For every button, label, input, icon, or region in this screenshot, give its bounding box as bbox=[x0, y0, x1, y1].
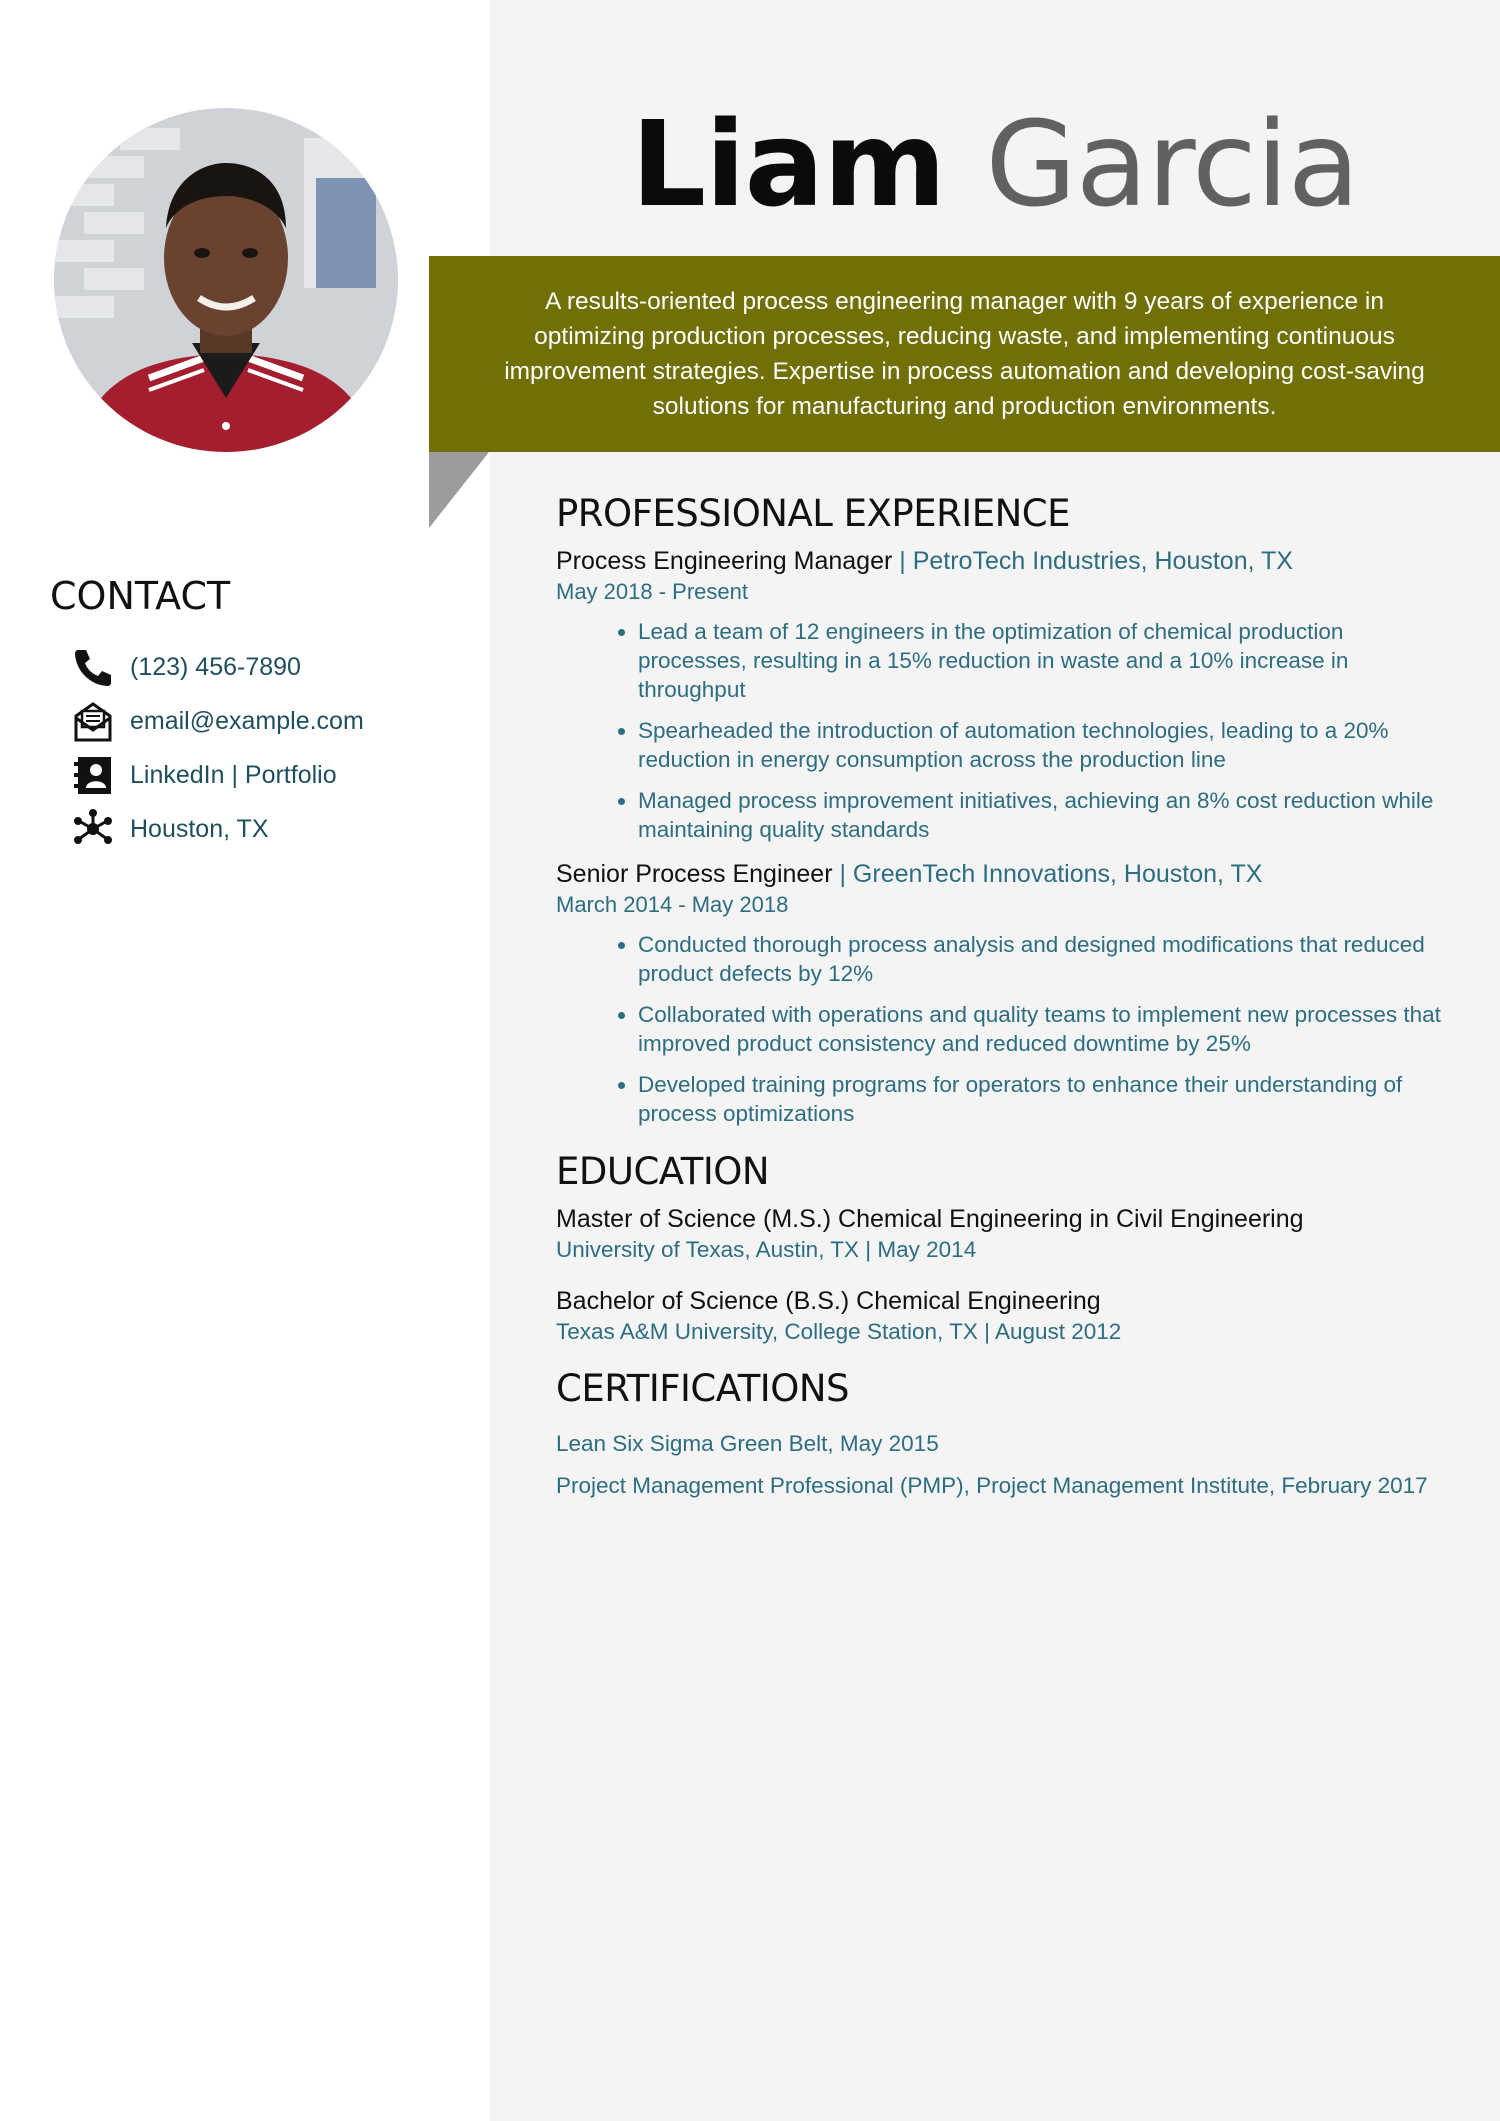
job-bullet: • Spearheaded the introduction of automation technologies, leading to a 20% reduction in energy consumption across the production line bbox=[638, 716, 1456, 774]
summary-banner bbox=[429, 256, 1500, 452]
job-title: Senior Process Engineer bbox=[556, 860, 833, 888]
contact-email bbox=[70, 694, 470, 748]
job-header bbox=[556, 545, 1456, 577]
experience-heading: PROFESSIONAL EXPERIENCE bbox=[556, 492, 1070, 535]
contact-list bbox=[70, 640, 470, 856]
edu-degree: Master of Science (M.S.) Chemical Engineering in Civil Engineering bbox=[556, 1205, 1304, 1233]
education-entry bbox=[556, 1285, 1456, 1347]
banner-fold bbox=[429, 452, 489, 528]
phone-icon bbox=[70, 644, 116, 690]
job-bullet: • Conducted thorough process analysis and designed modifications that reduced product defects by 12% bbox=[638, 930, 1456, 988]
job-header bbox=[556, 858, 1456, 890]
contact-links bbox=[70, 748, 470, 802]
job-bullets bbox=[556, 617, 1456, 844]
job-dates: May 2018 - Present bbox=[556, 579, 748, 604]
first-name: Liam bbox=[631, 95, 946, 233]
last-name: Garcia bbox=[985, 95, 1359, 233]
job-bullet: • Developed training programs for operators to enhance their understanding of process optimizations bbox=[638, 1070, 1456, 1128]
job-bullets bbox=[556, 930, 1456, 1128]
main-column bbox=[556, 492, 1456, 1514]
contact-location bbox=[70, 802, 470, 856]
job-bullet: • Managed process improvement initiatives, achieving an 8% cost reduction while maintaining quality standards bbox=[638, 786, 1456, 844]
job-entry bbox=[556, 545, 1456, 844]
certification-item: Lean Six Sigma Green Belt, May 2015 bbox=[556, 1431, 939, 1456]
contact-phone bbox=[70, 640, 470, 694]
contact-heading: CONTACT bbox=[50, 574, 231, 618]
network-icon bbox=[70, 806, 116, 852]
profile-photo bbox=[54, 108, 398, 452]
job-title: Process Engineering Manager bbox=[556, 547, 893, 575]
contact-email-text[interactable]: email@example.com bbox=[130, 706, 364, 735]
job-dates: March 2014 - May 2018 bbox=[556, 892, 789, 917]
summary-text: A results-oriented process engineering manager with 9 years of experience in optimizing production processes, reducing waste, and implementing continuous improvement strategies. Expertise in process automation and developing cost-saving solutions for manufacturing and production environments. bbox=[504, 288, 1425, 420]
job-company: | PetroTech Industries, Houston, TX bbox=[892, 547, 1293, 575]
contact-links-text[interactable]: LinkedIn | Portfolio bbox=[130, 760, 337, 789]
education-entry bbox=[556, 1203, 1456, 1265]
education-heading: EDUCATION bbox=[556, 1150, 770, 1193]
edu-degree: Bachelor of Science (B.S.) Chemical Engineering bbox=[556, 1287, 1101, 1315]
job-bullet: • Collaborated with operations and quality teams to implement new processes that improved product consistency and reduced downtime by 25% bbox=[638, 1000, 1456, 1058]
job-entry bbox=[556, 858, 1456, 1128]
certification-item: Project Management Professional (PMP), Project Management Institute, February 2017 bbox=[556, 1473, 1428, 1498]
edu-school: University of Texas, Austin, TX | May 2014 bbox=[556, 1237, 977, 1262]
edu-school: Texas A&M University, College Station, TX | August 2012 bbox=[556, 1319, 1122, 1344]
email-icon bbox=[70, 698, 116, 744]
certifications-heading: CERTIFICATIONS bbox=[556, 1367, 850, 1410]
job-bullet: • Lead a team of 12 engineers in the optimization of chemical production processes, resulting in a 15% reduction in waste and a 10% increase in throughput bbox=[638, 617, 1456, 704]
contact-location-text: Houston, TX bbox=[130, 814, 269, 843]
contact-phone-text[interactable]: (123) 456-7890 bbox=[130, 652, 301, 681]
contact-card-icon bbox=[70, 752, 116, 798]
full-name bbox=[490, 95, 1500, 233]
job-company: | GreenTech Innovations, Houston, TX bbox=[832, 860, 1263, 888]
